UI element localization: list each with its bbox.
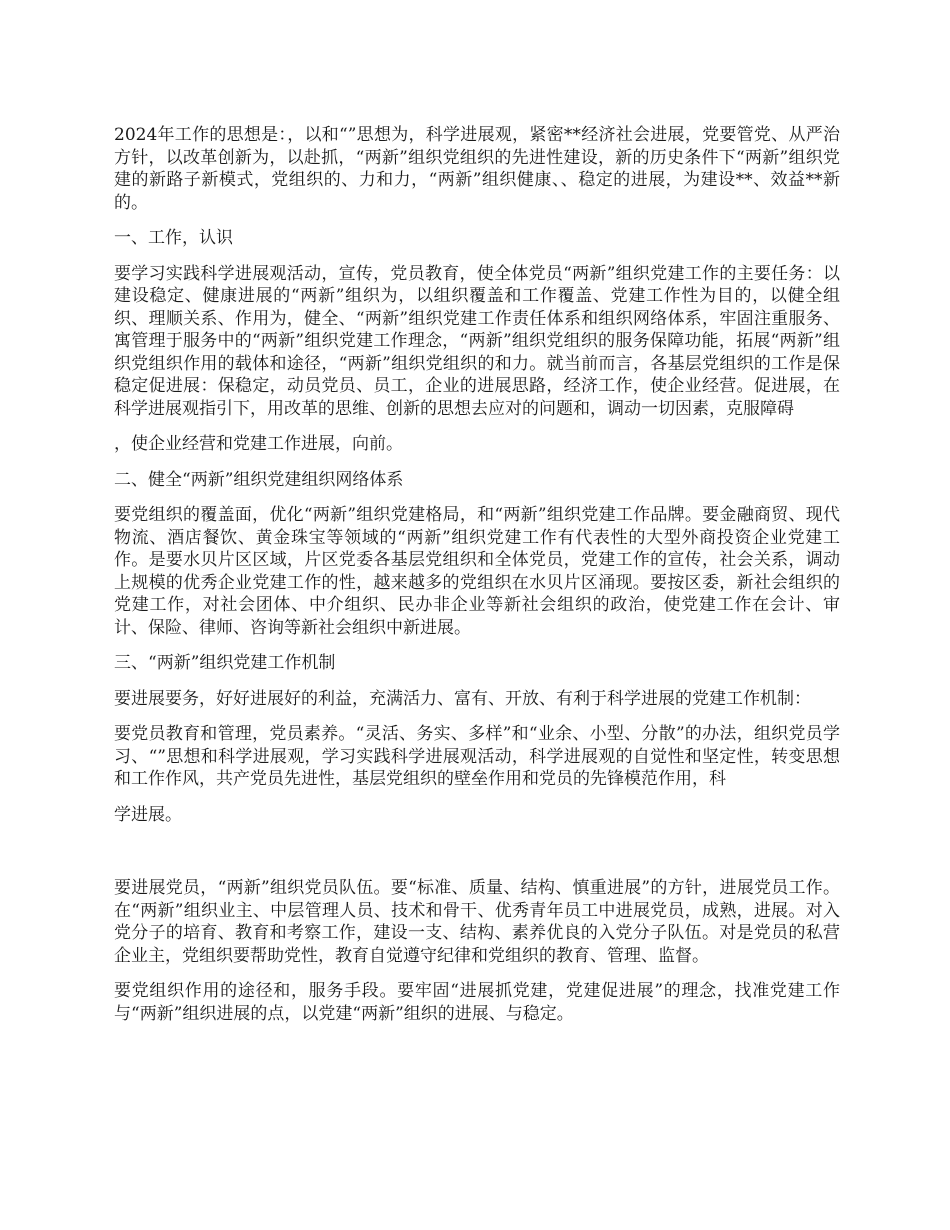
section-heading-1: 一、工作，认识	[114, 228, 233, 248]
section-1-continuation: ，使企业经营和党建工作进展，向前。	[114, 434, 403, 454]
section-heading-2: 二、健全“两新”组织党建组织网络体系	[114, 469, 404, 490]
section-3-intro: 要进展要务，好好进展好的利益，充满活力、富有、开放、有利于科学进展的党建工作机制：	[114, 688, 811, 709]
document-body	[114, 124, 840, 1038]
party-education-continuation: 学进展。	[114, 804, 182, 825]
member-development-paragraph: 要进展党员，“两新”组织党员队伍。要“标准、质量、结构、慎重进展”的方针，进展党员工作。在“两新”组织业主、中层管理人员、技术和骨干、优秀青年员工中进展党员，成熟，进展。对入党分子的培育、教育和考察工作，建设一支、结构、素养优良的入党分子队伍。对是党员的私营企业主，党组织要帮助党性，教育自觉遵守纪律和党组织的教育、管理、监督。	[114, 878, 840, 966]
organization-role-paragraph: 要党组织作用的途径和，服务手段。要牢固“进展抓党建，党建促进展”的理念，找准党建工作与“两新”组织进展的点，以党建“两新”组织的进展、与稳定。	[114, 981, 840, 1024]
section-2-paragraph: 要党组织的覆盖面，优化“两新”组织党建格局，和“两新”组织党建工作品牌。要金融商贸、现代物流、酒店餐饮、黄金珠宝等领域的“两新”组织党建工作有代表性的大型外商投资企业党建工作。是要水贝片区区域，片区党委各基层党组织和全体党员，党建工作的宣传，社会关系，调动上规模的优秀企业党建工作的性，越来越多的党组织在水贝片区涌现。要按区委，新社会组织的党建工作，对社会团体、中介组织、民办非企业等新社会组织的政治，使党建工作在会计、审计、保险、律师、咨询等新社会组织中新进展。	[114, 505, 840, 638]
section-1-paragraph: 要学习实践科学进展观活动，宣传，党员教育，使全体党员“两新”组织党建工作的主要任务：以建设稳定、健康进展的“两新”组织为，以组织覆盖和工作覆盖、党建工作性为目的，以健全组织、理顺关系、作用为，健全、“两新”组织党建工作责任体系和组织网络体系，牢固注重服务、寓管理于服务中的“两新”组织党建工作理念，“两新”组织党组织的服务保障功能，拓展“两新”组织党组织作用的载体和途径，“两新”组织党组织的和力。就当前而言，各基层党组织的工作是保稳定促进展：保稳定，动员党员、员工，企业的进展思路，经济工作，使企业经营。促进展，在科学进展观指引下，用改革的思维、创新的思想去应对的问题和，调动一切因素，克服障碍	[114, 263, 840, 419]
page-gap	[114, 839, 840, 877]
party-education-paragraph: 要党员教育和管理，党员素养。“灵活、务实、多样”和“业余、小型、分散”的办法，组织党员学习、“”思想和科学进展观，学习实践科学进展观活动，科学进展观的自觉性和坚定性，转变思想和工作作风，共产党员先进性，基层党组织的壁垒作用和党员的先锋模范作用，科	[114, 724, 840, 789]
section-heading-3: 三、“两新”组织党建工作机制	[114, 653, 336, 673]
intro-paragraph: 2024年工作的思想是：，以和“”思想为，科学进展观，紧密**经济社会进展，党要管党、从严治方针，以改革创新为，以赴抓，“两新”组织党组织的先进性建设，新的历史条件下“两新”组织党建的新路子新模式，党组织的、力和力，“两新”组织健康、、稳定的进展，为建设**、效益**新的。	[114, 125, 840, 213]
